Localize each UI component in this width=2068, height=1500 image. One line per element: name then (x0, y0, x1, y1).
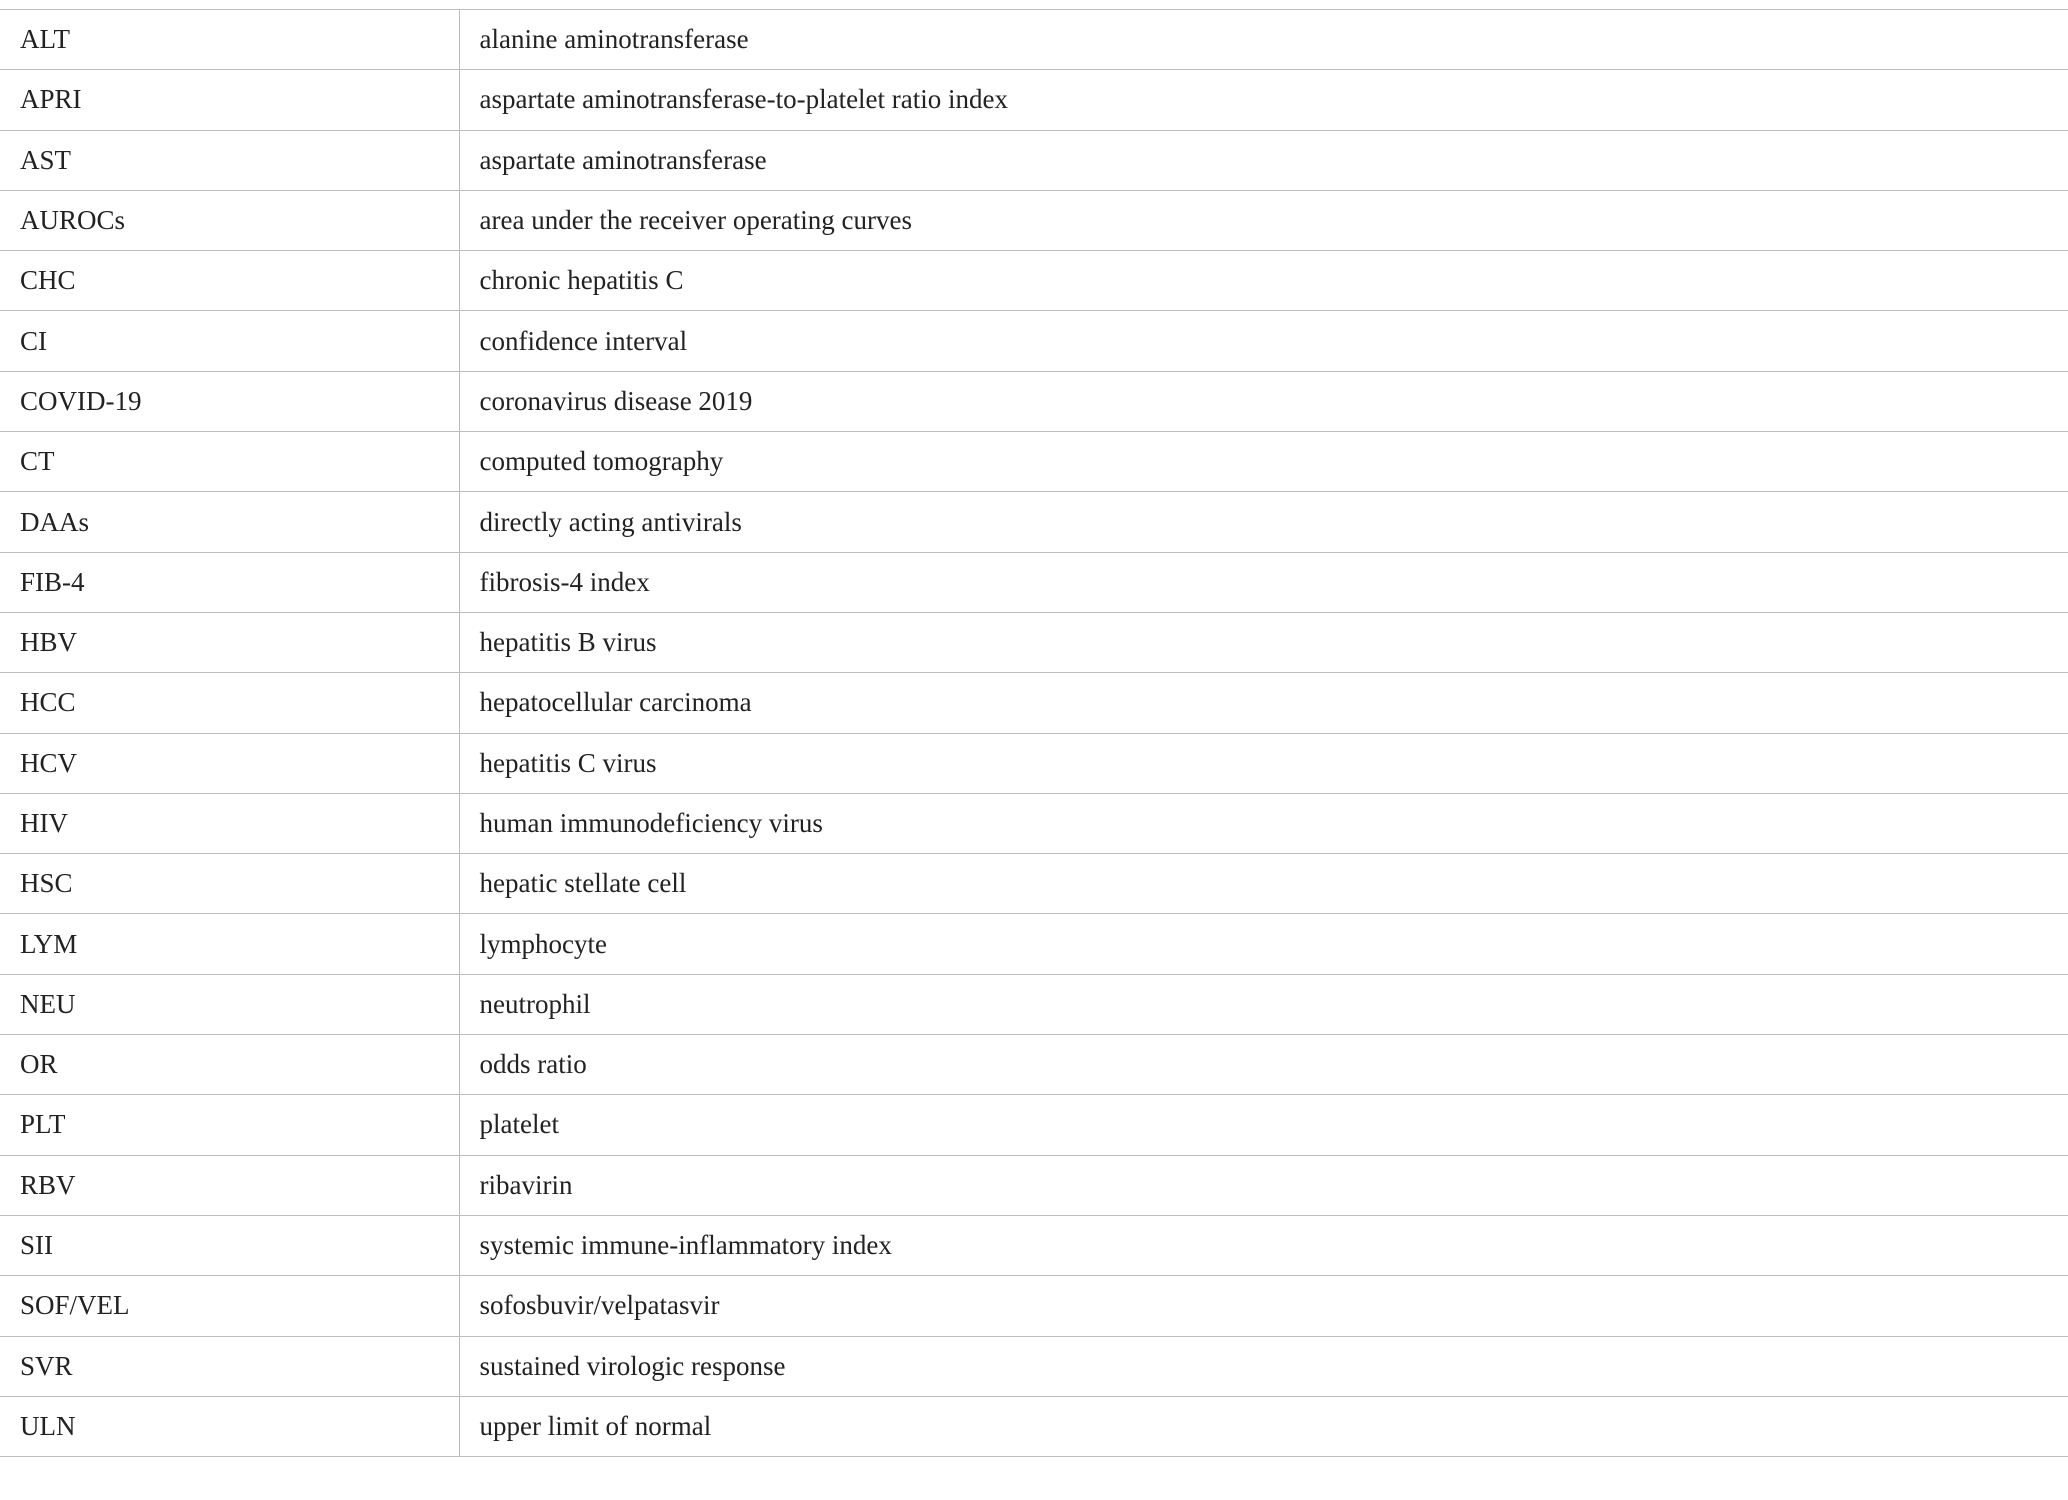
definition-cell: aspartate aminotransferase (459, 130, 2068, 190)
definition-cell: alanine aminotransferase (459, 10, 2068, 70)
abbreviation-cell: CT (0, 432, 459, 492)
abbreviation-cell: NEU (0, 974, 459, 1034)
table-row (0, 492, 2068, 552)
definition-cell: human immunodeficiency virus (459, 793, 2068, 853)
abbreviations-table-body (0, 10, 2068, 1457)
definition-cell: chronic hepatitis C (459, 251, 2068, 311)
definition-cell: upper limit of normal (459, 1396, 2068, 1456)
abbreviation-cell: ALT (0, 10, 459, 70)
definition-cell: ribavirin (459, 1155, 2068, 1215)
table-row (0, 1035, 2068, 1095)
definition-cell: lymphocyte (459, 914, 2068, 974)
abbreviation-cell: CI (0, 311, 459, 371)
abbreviation-cell: LYM (0, 914, 459, 974)
abbreviation-cell: AUROCs (0, 190, 459, 250)
table-row (0, 130, 2068, 190)
table-row (0, 854, 2068, 914)
abbreviation-cell: CHC (0, 251, 459, 311)
abbreviation-cell: HCV (0, 733, 459, 793)
abbreviation-cell: HCC (0, 673, 459, 733)
table-row (0, 1276, 2068, 1336)
abbreviation-cell: OR (0, 1035, 459, 1095)
definition-cell: fibrosis-4 index (459, 552, 2068, 612)
abbreviation-cell: SOF/VEL (0, 1276, 459, 1336)
table-row (0, 70, 2068, 130)
definition-cell: odds ratio (459, 1035, 2068, 1095)
table-row (0, 733, 2068, 793)
definition-cell: sustained virologic response (459, 1336, 2068, 1396)
table-row (0, 1155, 2068, 1215)
abbreviation-cell: SII (0, 1215, 459, 1275)
abbreviation-cell: RBV (0, 1155, 459, 1215)
definition-cell: systemic immune-inflammatory index (459, 1215, 2068, 1275)
definition-cell: computed tomography (459, 432, 2068, 492)
definition-cell: area under the receiver operating curves (459, 190, 2068, 250)
table-row (0, 974, 2068, 1034)
definition-cell: hepatitis C virus (459, 733, 2068, 793)
definition-cell: hepatic stellate cell (459, 854, 2068, 914)
abbreviation-cell: FIB-4 (0, 552, 459, 612)
abbreviation-cell: ULN (0, 1396, 459, 1456)
table-row (0, 251, 2068, 311)
abbreviation-cell: HBV (0, 612, 459, 672)
table-row (0, 612, 2068, 672)
abbreviation-cell: COVID-19 (0, 371, 459, 431)
abbreviation-cell: HSC (0, 854, 459, 914)
definition-cell: platelet (459, 1095, 2068, 1155)
abbreviation-cell: AST (0, 130, 459, 190)
abbreviation-cell: DAAs (0, 492, 459, 552)
table-row (0, 1095, 2068, 1155)
definition-cell: hepatitis B virus (459, 612, 2068, 672)
abbreviation-cell: APRI (0, 70, 459, 130)
table-row (0, 793, 2068, 853)
table-row (0, 311, 2068, 371)
table-row (0, 1215, 2068, 1275)
table-row (0, 673, 2068, 733)
definition-cell: hepatocellular carcinoma (459, 673, 2068, 733)
definition-cell: sofosbuvir/velpatasvir (459, 1276, 2068, 1336)
table-row (0, 432, 2068, 492)
definition-cell: neutrophil (459, 974, 2068, 1034)
table-row (0, 914, 2068, 974)
table-row (0, 190, 2068, 250)
abbreviation-cell: HIV (0, 793, 459, 853)
definition-cell: confidence interval (459, 311, 2068, 371)
definition-cell: coronavirus disease 2019 (459, 371, 2068, 431)
table-row (0, 1396, 2068, 1456)
definition-cell: aspartate aminotransferase-to-platelet ratio index (459, 70, 2068, 130)
table-row (0, 1336, 2068, 1396)
abbreviations-table (0, 9, 2068, 1457)
table-row (0, 552, 2068, 612)
abbreviation-cell: PLT (0, 1095, 459, 1155)
abbreviation-cell: SVR (0, 1336, 459, 1396)
table-row (0, 371, 2068, 431)
table-row (0, 10, 2068, 70)
definition-cell: directly acting antivirals (459, 492, 2068, 552)
